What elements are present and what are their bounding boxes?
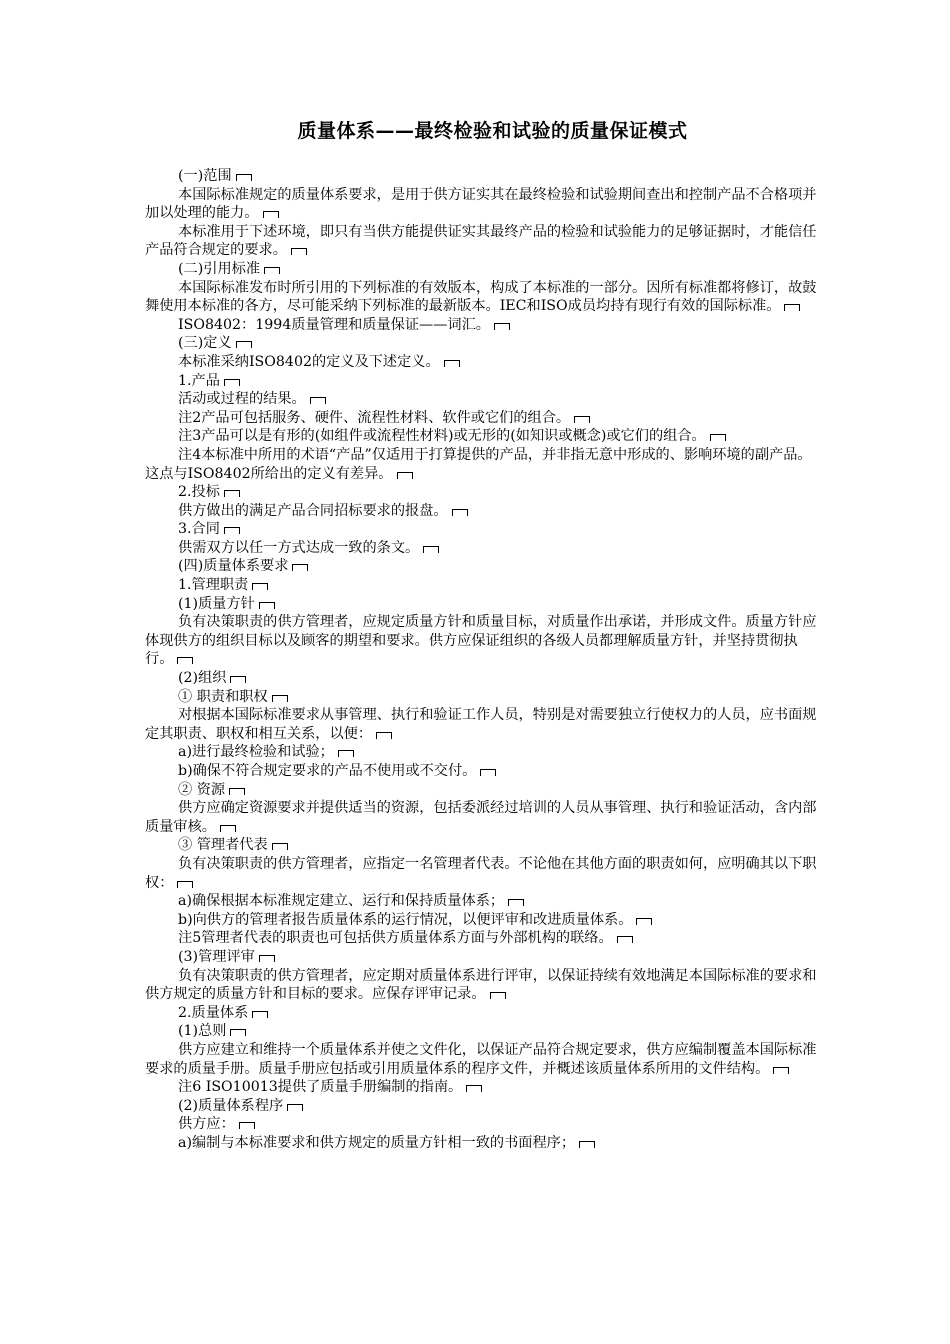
- document-paragraph: [145, 390, 817, 409]
- paragraph-text: 供方做出的满足产品合同招标要求的报盘。: [178, 502, 448, 519]
- paragraph-mark-icon: [338, 750, 354, 757]
- paragraph-mark-icon: [376, 732, 392, 739]
- paragraph-mark-icon: [272, 843, 288, 850]
- paragraph-mark-icon: [239, 1122, 255, 1129]
- document-paragraph: [145, 911, 817, 930]
- document-paragraph: [145, 743, 817, 762]
- document-paragraph: [145, 967, 817, 1004]
- document-paragraph: [145, 706, 817, 743]
- paragraph-text: (3)管理评审: [178, 948, 255, 965]
- paragraph-text: 注3产品可以是有形的(如组件或流程性材料)或无形的(如知识或概念)或它们的组合。: [178, 428, 706, 445]
- paragraph-text: ISO8402：1994质量管理和质量保证——词汇。: [178, 316, 490, 333]
- paragraph-text: 负有决策职责的供方管理者，应指定一名管理者代表。不论他在其他方面的职责如何，应明确其以下职权：: [145, 855, 817, 891]
- document-paragraph: [145, 1097, 817, 1116]
- paragraph-mark-icon: [452, 509, 468, 516]
- paragraph-mark-icon: [397, 472, 413, 479]
- document-paragraph: [145, 334, 817, 353]
- paragraph-text: 1.产品: [178, 372, 220, 389]
- document-paragraph: [145, 372, 817, 391]
- paragraph-text: 3.合同: [178, 521, 220, 538]
- paragraph-text: 本国际标准规定的质量体系要求，是用于供方证实其在最终检验和试验期间查出和控制产品不合格项并加以处理的能力。: [145, 186, 817, 222]
- paragraph-mark-icon: [236, 174, 252, 181]
- paragraph-text: 活动或过程的结果。: [178, 391, 306, 408]
- document-paragraph: [145, 502, 817, 521]
- paragraph-text: 对根据本国际标准要求从事管理、执行和验证工作人员，特别是对需要独立行使权力的人员，应书面规定其职责、职权和相互关系，以便：: [145, 707, 817, 742]
- paragraph-text: 注4本标准中所用的术语“产品”仅适用于打算提供的产品，并非指无意中形成的、影响环境的副产品。这点与ISO8402所给出的定义有差异。: [145, 446, 812, 482]
- paragraph-text: 供方应建立和维持一个质量体系并使之文件化，以保证产品符合规定要求，供方应编制覆盖本国际标准要求的质量手册。质量手册应包括或引用质量体系的程序文件，并概述该质量体系所用的文件结构。: [145, 1041, 817, 1077]
- paragraph-mark-icon: [444, 360, 460, 367]
- document-paragraph: [145, 595, 817, 614]
- paragraph-mark-icon: [230, 676, 246, 683]
- paragraph-mark-icon: [220, 825, 236, 832]
- paragraph-text: ③ 管理者代表: [178, 837, 268, 854]
- document-paragraph: [145, 446, 817, 483]
- paragraph-text: 注6 ISO10013提供了质量手册编制的指南。: [178, 1079, 463, 1096]
- document-paragraph: [145, 613, 817, 669]
- paragraph-text: a)进行最终检验和试验；: [178, 744, 334, 761]
- paragraph-text: ② 资源: [178, 781, 226, 798]
- paragraph-text: (二)引用标准: [178, 260, 261, 277]
- paragraph-text: 负有决策职责的供方管理者，应规定质量方针和质量目标，对质量作出承诺，并形成文件。质量方针应体现供方的组织目标以及顾客的期望和要求。供方应保证组织的各级人员都理解质量方针，并坚持贯彻执行。: [145, 614, 817, 668]
- paragraph-mark-icon: [617, 936, 633, 943]
- document-paragraph: [145, 279, 817, 316]
- document-paragraph: [145, 688, 817, 707]
- paragraph-text: 本标准用于下述环境，即只有当供方能提供证实其最终产品的检验和试验能力的足够证据时，才能信任产品符合规定的要求。: [145, 223, 817, 259]
- paragraph-mark-icon: [259, 602, 275, 609]
- document-paragraph: [145, 1115, 817, 1134]
- paragraph-mark-icon: [784, 304, 800, 311]
- paragraph-text: 本标准采纳ISO8402的定义及下述定义。: [178, 353, 440, 370]
- document-paragraph: [145, 316, 817, 335]
- paragraph-mark-icon: [264, 267, 280, 274]
- paragraph-text: 1.管理职责: [178, 577, 249, 594]
- paragraph-mark-icon: [291, 248, 307, 255]
- document-paragraph: [145, 260, 817, 279]
- paragraph-mark-icon: [710, 434, 726, 441]
- document-paragraph: [145, 427, 817, 446]
- paragraph-mark-icon: [224, 527, 240, 534]
- paragraph-mark-icon: [263, 211, 279, 218]
- document-paragraph: [145, 1004, 817, 1023]
- document-paragraph: [145, 1078, 817, 1097]
- paragraph-mark-icon: [480, 769, 496, 776]
- paragraph-mark-icon: [574, 416, 590, 423]
- paragraph-text: 注5管理者代表的职责也可包括供方质量体系方面与外部机构的联络。: [178, 930, 613, 947]
- document-paragraph: [145, 929, 817, 948]
- paragraph-text: 2.投标: [178, 484, 220, 501]
- paragraph-text: 供方应确定资源要求并提供适当的资源，包括委派经过培训的人员从事管理、执行和验证活动，含内部质量审核。: [145, 800, 817, 835]
- paragraph-text: (1)质量方针: [178, 595, 255, 612]
- paragraph-mark-icon: [252, 1011, 268, 1018]
- paragraph-mark-icon: [287, 1104, 303, 1111]
- document-paragraph: [145, 557, 817, 576]
- document-paragraph: [145, 892, 817, 911]
- paragraph-mark-icon: [236, 341, 252, 348]
- document-paragraph: [145, 762, 817, 781]
- document-paragraph: [145, 483, 817, 502]
- paragraph-mark-icon: [423, 546, 439, 553]
- paragraph-mark-icon: [310, 397, 326, 404]
- document-paragraph: [145, 1041, 817, 1078]
- paragraph-text: (一)范围: [178, 168, 232, 184]
- document-paragraph: [145, 1134, 817, 1153]
- document-paragraph: [145, 186, 817, 223]
- paragraph-mark-icon: [259, 955, 275, 962]
- paragraph-text: (2)组织: [178, 670, 227, 687]
- paragraph-mark-icon: [636, 918, 652, 925]
- paragraph-mark-icon: [177, 657, 193, 664]
- paragraph-mark-icon: [494, 323, 510, 330]
- paragraph-text: ① 职责和职权: [178, 688, 268, 705]
- paragraph-text: (1)总则: [178, 1023, 227, 1040]
- document-paragraph: [145, 836, 817, 855]
- paragraph-mark-icon: [579, 1141, 595, 1148]
- document-paragraph: [145, 520, 817, 539]
- paragraph-text: 负有决策职责的供方管理者，应定期对质量体系进行评审，以保证持续有效地满足本国际标准的要求和供方规定的质量方针和目标的要求。应保存评审记录。: [145, 967, 817, 1003]
- paragraph-text: 注2产品可包括服务、硬件、流程性材料、软件或它们的组合。: [178, 409, 571, 426]
- document-paragraph: [145, 1022, 817, 1041]
- paragraph-text: (三)定义: [178, 335, 232, 352]
- document-paragraph: [145, 799, 817, 836]
- paragraph-text: (2)质量体系程序: [178, 1097, 284, 1114]
- document-paragraph: [145, 669, 817, 688]
- paragraph-text: b)向供方的管理者报告质量体系的运行情况，以便评审和改进质量体系。: [178, 911, 633, 928]
- document-paragraph: [145, 409, 817, 428]
- document-paragraph: [145, 576, 817, 595]
- paragraph-mark-icon: [177, 881, 193, 888]
- paragraph-text: 本国际标准发布时所引用的下列标准的有效版本，构成了本标准的一部分。因所有标准都将修订，故鼓舞使用本标准的各方，尽可能采纳下列标准的最新版本。IEC和ISO成员均持有现行有效的国际标准。: [145, 279, 817, 315]
- document-paragraph: [145, 353, 817, 372]
- paragraph-text: 2.质量体系: [178, 1004, 249, 1021]
- paragraph-text: a)确保根据本标准规定建立、运行和保持质量体系；: [178, 893, 505, 910]
- document-paragraph: [145, 223, 817, 260]
- paragraph-mark-icon: [224, 379, 240, 386]
- paragraph-mark-icon: [490, 992, 506, 999]
- paragraph-mark-icon: [230, 1029, 246, 1036]
- paragraph-mark-icon: [292, 564, 308, 571]
- document-paragraph: [145, 539, 817, 558]
- document-paragraph: [145, 167, 817, 186]
- paragraph-mark-icon: [252, 583, 268, 590]
- paragraph-text: 供需双方以任一方式达成一致的条文。: [178, 539, 420, 556]
- paragraph-mark-icon: [272, 695, 288, 702]
- document-paragraph: [145, 781, 817, 800]
- paragraph-text: b)确保不符合规定要求的产品不使用或不交付。: [178, 763, 477, 779]
- paragraph-mark-icon: [229, 788, 245, 795]
- paragraph-mark-icon: [224, 490, 240, 497]
- paragraph-text: 供方应：: [178, 1116, 235, 1133]
- paragraph-mark-icon: [773, 1067, 789, 1074]
- paragraph-text: a)编制与本标准要求和供方规定的质量方针相一致的书面程序；: [178, 1134, 576, 1151]
- document-paragraph: [145, 855, 817, 892]
- paragraph-text: (四)质量体系要求: [178, 558, 289, 575]
- document-body: [145, 167, 817, 1152]
- paragraph-mark-icon: [466, 1085, 482, 1092]
- document-paragraph: [145, 948, 817, 967]
- paragraph-mark-icon: [508, 899, 524, 906]
- document-title: 质量体系——最终检验和试验的质量保证模式: [297, 120, 688, 142]
